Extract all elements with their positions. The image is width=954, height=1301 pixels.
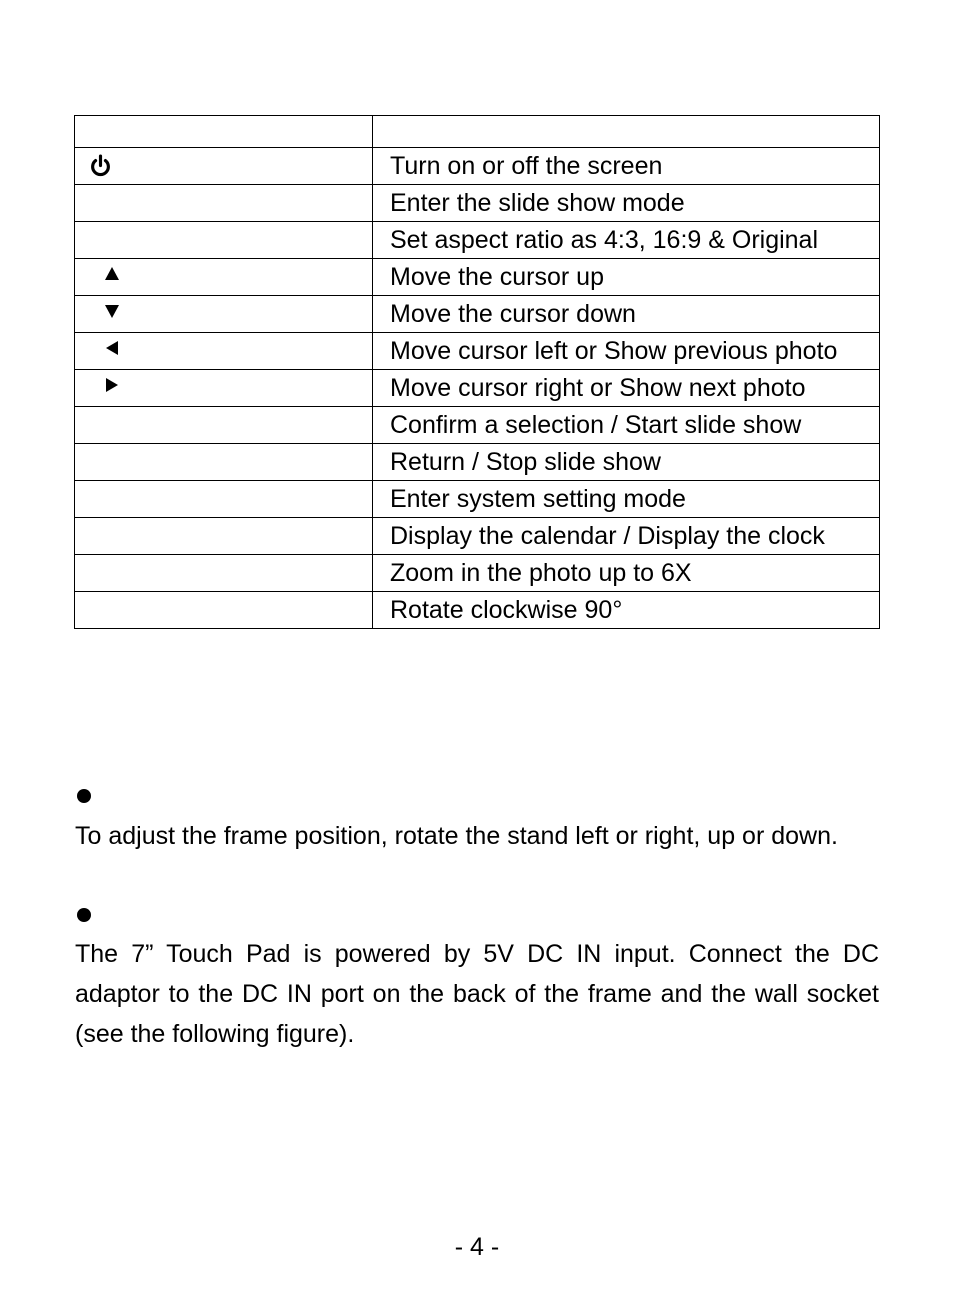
- table-row: [75, 333, 880, 370]
- table-row: [75, 518, 880, 555]
- key-cell: [75, 592, 373, 629]
- power-supply-paragraph: The 7” Touch Pad is powered by 5V DC IN input. Connect the DC adaptor to the DC IN port on the back of the frame and the wall socket (see the following figure).: [75, 940, 879, 1048]
- key-cell: [75, 407, 373, 444]
- key-cell: [75, 555, 373, 592]
- function-description: Display the calendar / Display the clock: [373, 518, 880, 555]
- function-description: Enter system setting mode: [373, 481, 880, 518]
- header-cell-function: [373, 116, 880, 148]
- table-row: [75, 407, 880, 444]
- table-row: [75, 481, 880, 518]
- key-cell: [75, 222, 373, 259]
- function-description: Move the cursor down: [373, 296, 880, 333]
- function-description: Return / Stop slide show: [373, 444, 880, 481]
- key-cell: [75, 370, 373, 407]
- function-description: Rotate clockwise 90°: [373, 592, 880, 629]
- triangle-down-icon: [103, 302, 121, 320]
- bullet-icon: [77, 908, 91, 922]
- function-description: Set aspect ratio as 4:3, 16:9 & Original: [373, 222, 880, 259]
- function-description: Move cursor right or Show next photo: [373, 370, 880, 407]
- key-cell: [75, 259, 373, 296]
- header-cell-key: [75, 116, 373, 148]
- table-row: [75, 222, 880, 259]
- stand-adjust-paragraph: To adjust the frame position, rotate the stand left or right, up or down.: [75, 822, 838, 850]
- button-function-table: [74, 115, 880, 629]
- table-row: [75, 555, 880, 592]
- function-description: Move cursor left or Show previous photo: [373, 333, 880, 370]
- triangle-up-icon: [103, 265, 121, 283]
- key-cell: [75, 518, 373, 555]
- page-number: - 4 -: [454, 1233, 500, 1261]
- function-description: Confirm a selection / Start slide show: [373, 407, 880, 444]
- power-icon: [87, 153, 114, 180]
- triangle-left-icon: [103, 339, 121, 357]
- key-cell: [75, 296, 373, 333]
- table-row: [75, 185, 880, 222]
- function-description: Enter the slide show mode: [373, 185, 880, 222]
- function-description: Zoom in the photo up to 6X: [373, 555, 880, 592]
- function-description: Move the cursor up: [373, 259, 880, 296]
- table-row: [75, 148, 880, 185]
- table-row: [75, 259, 880, 296]
- bullet-icon: [77, 789, 91, 803]
- table-row: [75, 296, 880, 333]
- table-row: [75, 370, 880, 407]
- table-row: [75, 444, 880, 481]
- key-cell: [75, 185, 373, 222]
- key-cell: [75, 148, 373, 185]
- function-description: Turn on or off the screen: [373, 148, 880, 185]
- table-header-row: [75, 116, 880, 148]
- table-row: [75, 592, 880, 629]
- key-cell: [75, 481, 373, 518]
- key-cell: [75, 444, 373, 481]
- triangle-right-icon: [103, 376, 121, 394]
- key-cell: [75, 333, 373, 370]
